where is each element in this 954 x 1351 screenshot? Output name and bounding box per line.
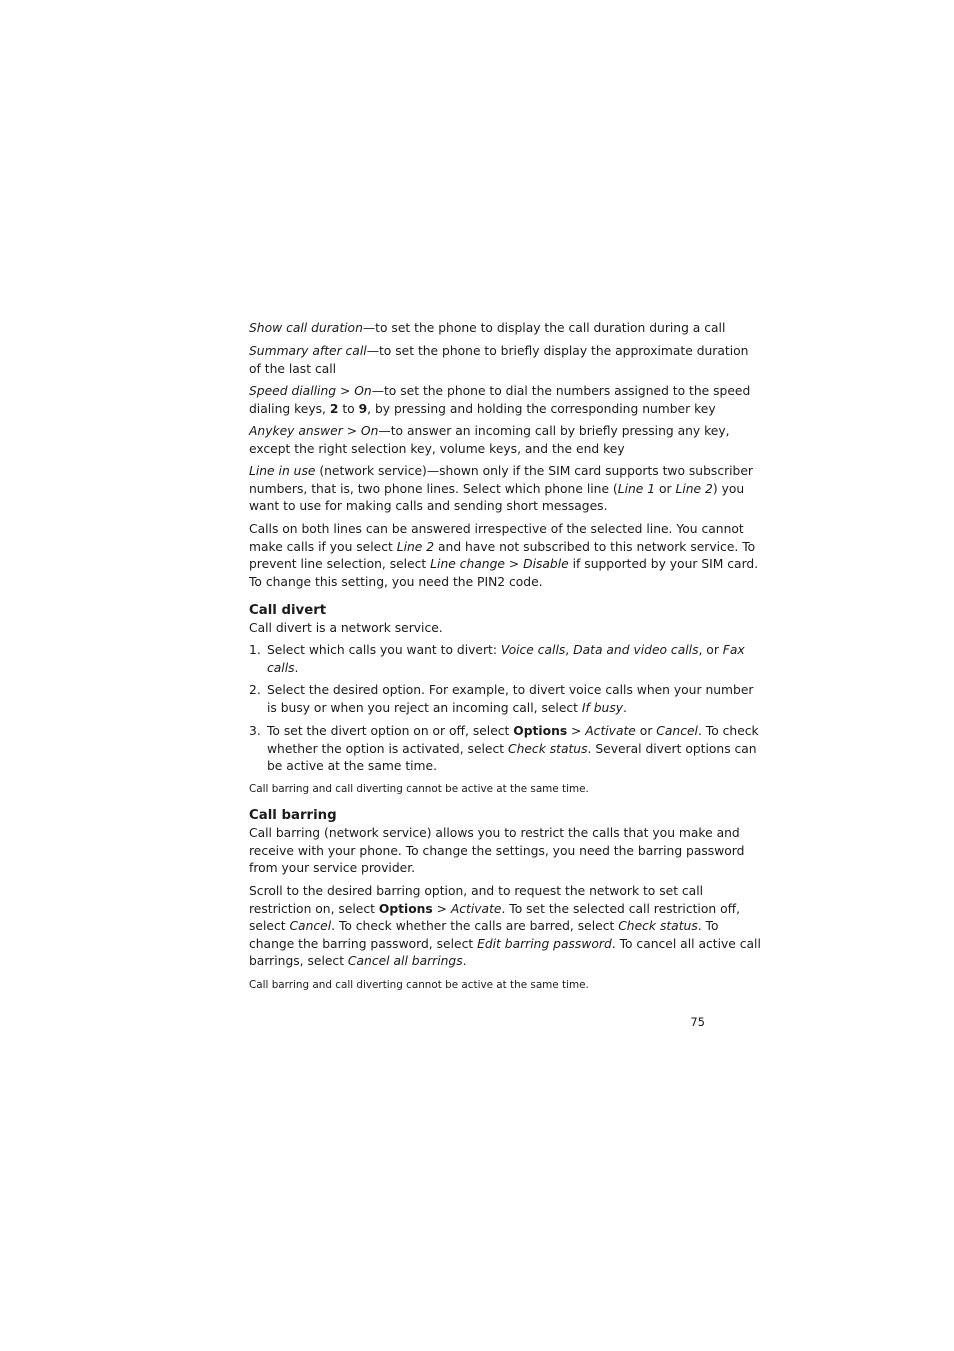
setting-show-call-duration: Show call duration—to set the phone to display the call duration during a call	[249, 321, 726, 335]
call-barring-note: Call barring and call diverting cannot be active at the same time.	[249, 979, 589, 991]
option-name: Speed dialling	[249, 384, 337, 398]
both-lines-paragraph: Calls on both lines can be answered irrespective of the selected line. You cannot make calls if you select Line 2 and have not subscribed to this network service. To prevent line selection, select Line change > Disable if supported by your SIM card. To change this setting, you need the PIN2 code.	[249, 522, 759, 589]
page-number: 75	[690, 1015, 705, 1029]
option-name: Summary after call	[249, 344, 367, 358]
option-name: Line in use	[249, 464, 316, 478]
call-divert-intro: Call divert is a network service.	[249, 621, 443, 635]
call-barring-intro: Call barring (network service) allows you to restrict the calls that you make and receive with your phone. To change the settings, you need the barring password from your service provider.	[249, 826, 745, 875]
option-name: Show call duration	[249, 321, 363, 335]
call-barring-heading: Call barring	[249, 808, 337, 823]
option-name: Anykey answer	[249, 424, 343, 438]
call-divert-note: Call barring and call diverting cannot be active at the same time.	[249, 783, 589, 795]
call-divert-heading: Call divert	[249, 603, 327, 618]
setting-anykey-answer: Anykey answer > On—to answer an incoming call by briefly pressing any key, except the right selection key, volume keys, and the end key	[249, 424, 730, 456]
setting-summary-after-call: Summary after call—to set the phone to briefly display the approximate duration of the last call	[249, 344, 749, 376]
setting-speed-dialling: Speed dialling > On—to set the phone to dial the numbers assigned to the speed dialing keys, 2 to 9, by pressing and holding the corresponding number key	[249, 384, 751, 416]
setting-line-in-use: Line in use (network service)—shown only if the SIM card supports two subscriber numbers, that is, two phone lines. Select which phone line (Line 1 or Line 2) you want to use for making calls and sending short messages.	[249, 464, 753, 513]
key-label: 9	[358, 401, 368, 416]
key-label: 2	[329, 401, 339, 416]
call-barring-instructions: Scroll to the desired barring option, and to request the network to set call restriction on, select Options > Activate. To set the selected call restriction off, select Cancel. To check whether the calls are barred, select Check status. To change the barring password, select Edit barring password. To cancel all active call barrings, select Cancel all barrings.	[249, 884, 761, 968]
